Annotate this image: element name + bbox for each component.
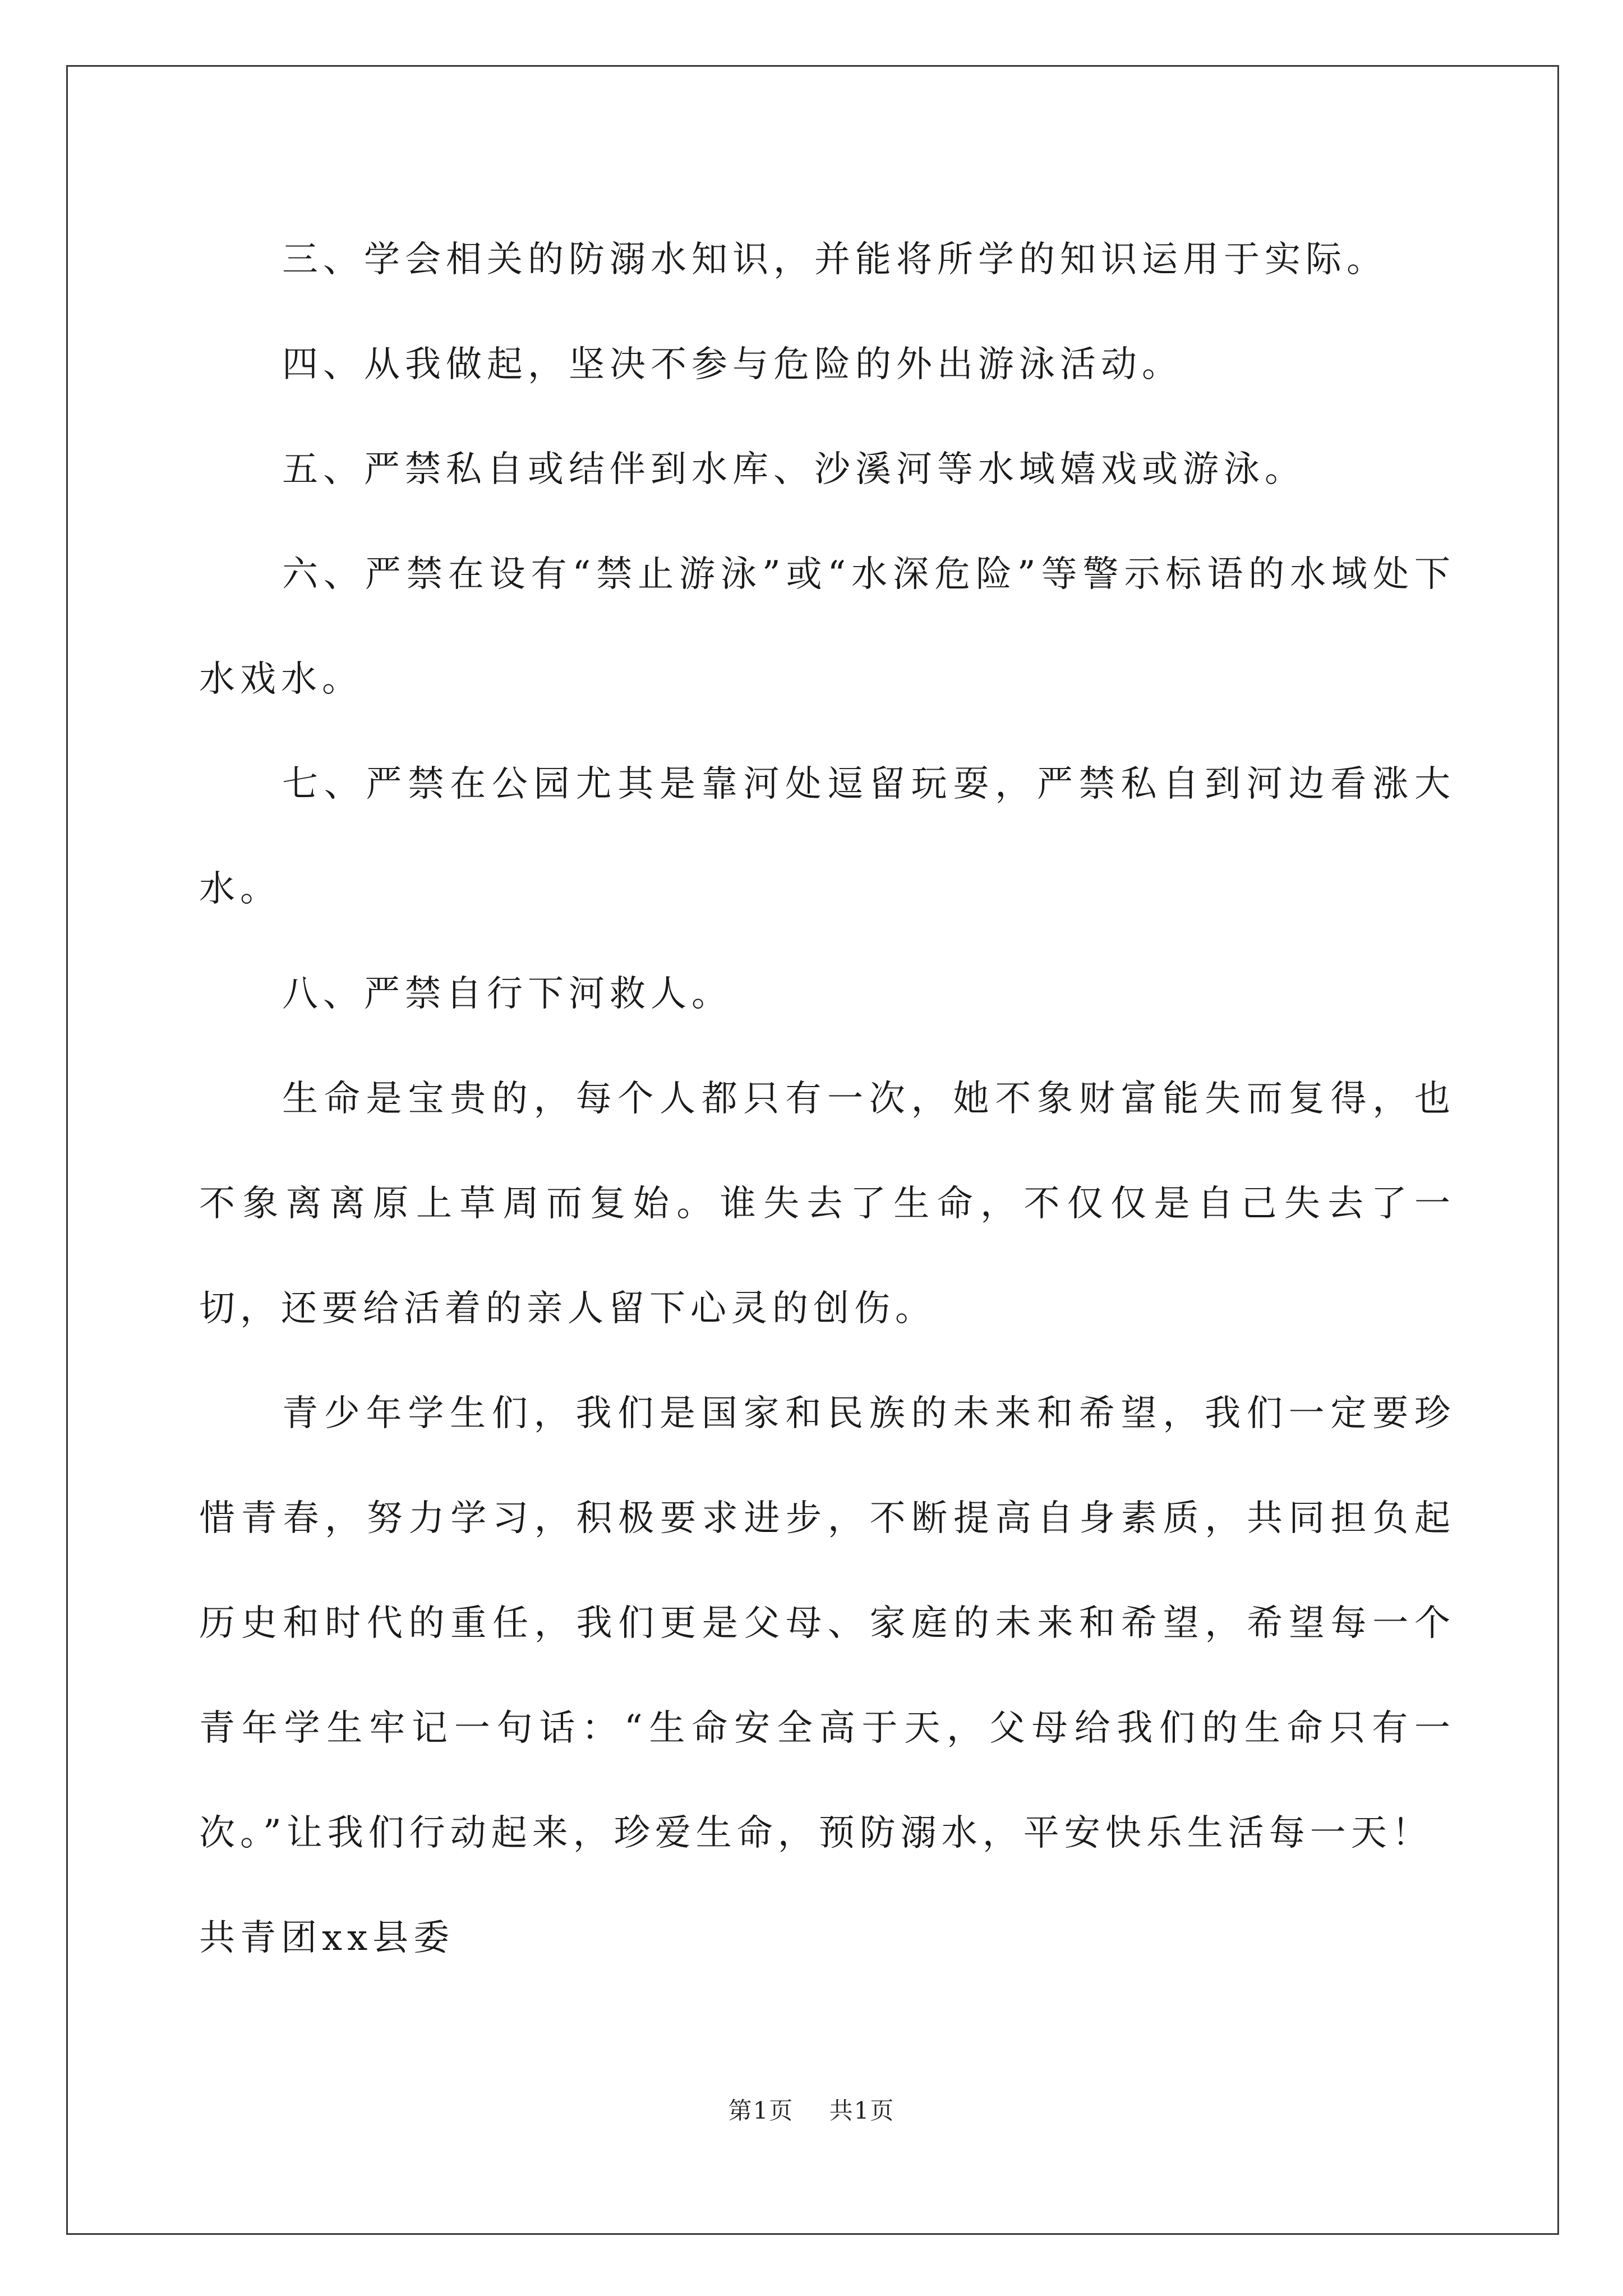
paragraph: 八、严禁自行下河救人。 <box>282 973 732 1015</box>
paragraph: 七、严禁在公园尤其是靠河处逗留玩耍，严禁私自到河边看涨大水。 <box>199 763 1455 910</box>
page-footer <box>0 2092 1623 2126</box>
paragraph: 六、严禁在设有“禁止游泳”或“水深危险”等警示标语的水域处下水戏水。 <box>199 554 1455 700</box>
paragraph: 生命是宝贵的，每个人都只有一次，她不象财富能失而复得，也不象离离原上草周而复始。谁失去了生命，不仅仅是自己失去了一切，还要给活着的亲人留下心灵的创伤。 <box>199 1078 1455 1329</box>
paragraph: 青少年学生们，我们是国家和民族的未来和希望，我们一定要珍惜青春，努力学习，积极要求进步，不断提高自身素质，共同担负起历史和时代的重任，我们更是父母、家庭的未来和希望，希望每一个青年学生牢记一句话：“生命安全高于天，父母给我们的生命只有一次。”让我们行动起来，珍爱生命，预防溺水，平安快乐生活每一天！ <box>199 1393 1455 1854</box>
document-body <box>199 208 1455 1991</box>
paragraph: 四、从我做起，坚决不参与危险的外出游泳活动。 <box>282 344 1183 385</box>
paragraph: 三、学会相关的防溺水知识，并能将所学的知识运用于实际。 <box>282 239 1387 280</box>
paragraph: 五、严禁私自或结伴到水库、沙溪河等水域嬉戏或游泳。 <box>282 449 1306 490</box>
page-number: 第1页 <box>728 2097 794 2124</box>
signature: 共青团xx县委 <box>199 1917 455 1959</box>
page-total: 共1页 <box>829 2097 895 2124</box>
